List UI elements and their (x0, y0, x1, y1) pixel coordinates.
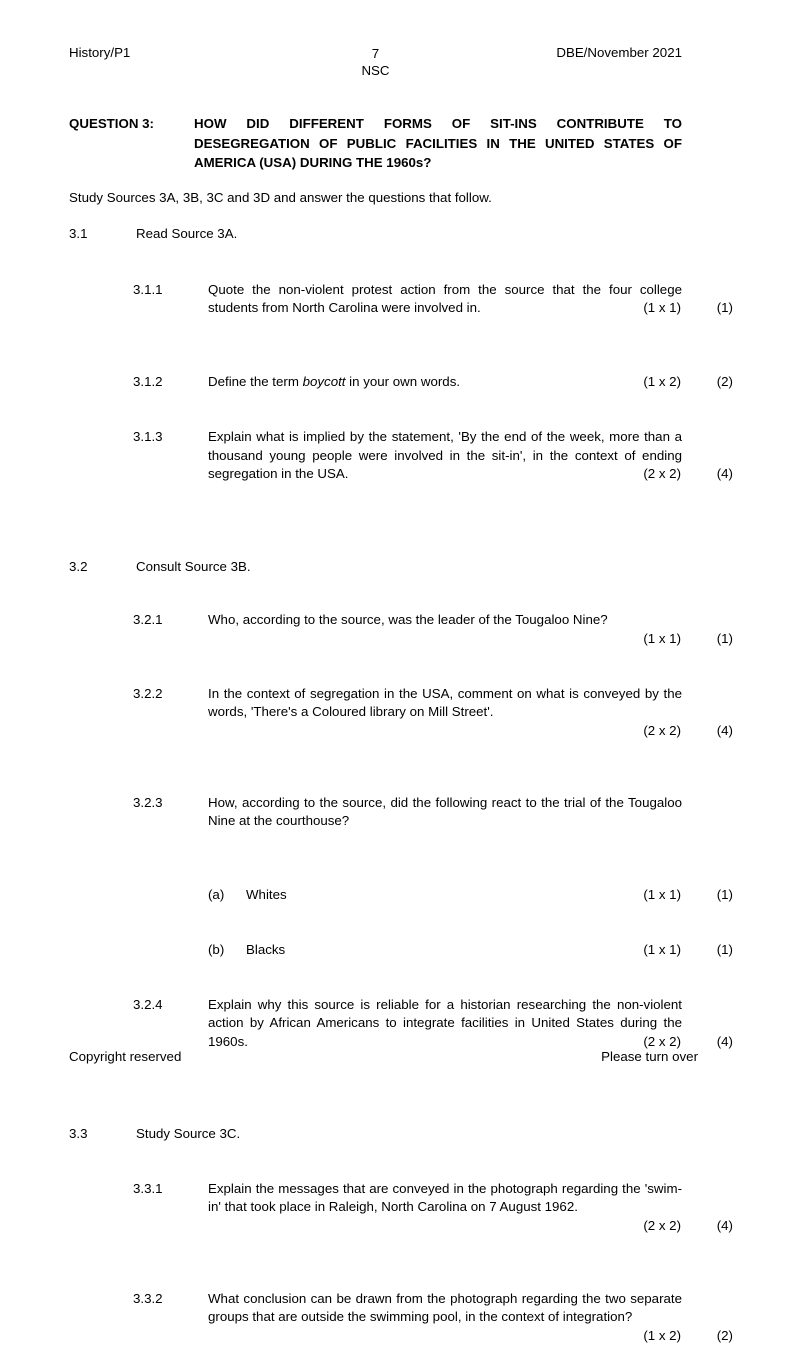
section-3-2-text: Consult Source 3B. (136, 559, 251, 574)
question-3-3-1-number: 3.3.1 (133, 1180, 203, 1199)
question-3-2-3-text: How, according to the source, did the following react to the trial of the Tougaloo Nine at the courthouse? (208, 794, 682, 831)
question-3-1-3 (69, 428, 733, 484)
question-3-2-3-b-total: (1) (69, 941, 733, 960)
question-3-1-3-marks: (2 x 2) (69, 465, 681, 484)
question-3-2-4-total: (4) (69, 1033, 733, 1052)
section-3-3-text: Study Source 3C. (136, 1126, 240, 1141)
page-header (69, 45, 682, 85)
question-3-2-2-total: (4) (69, 722, 733, 741)
question-3-1-2-marks: (1 x 2) (69, 373, 681, 392)
copyright-notice: Copyright reserved (69, 1049, 181, 1064)
question-3-2-1-number: 3.2.1 (133, 611, 203, 630)
question-title: HOW DID DIFFERENT FORMS OF SIT-INS CONTRIBUTE TO DESEGREGATION OF PUBLIC FACILITIES IN THE UNITED STATES OF AMERICA (USA) DURING THE 1960s? (194, 114, 682, 173)
question-3-1-2 (69, 373, 733, 392)
question-3-1-2-total: (2) (69, 373, 733, 392)
question-3-1-1-number: 3.1.1 (133, 281, 203, 300)
header-exam-session: DBE/November 2021 (556, 45, 682, 60)
section-3-3-number: 3.3 (69, 1125, 129, 1144)
question-3-2-1-total: (1) (69, 630, 733, 649)
question-3-3-2-total: (2) (69, 1327, 733, 1345)
question-3-1-1-total: (1) (69, 299, 733, 318)
question-3-2-1-text: Who, according to the source, was the leader of the Tougaloo Nine? (208, 611, 682, 630)
question-3-1-1 (69, 281, 733, 318)
section-3-2 (69, 558, 733, 577)
section-3-1 (69, 225, 733, 244)
question-3-2-4 (69, 996, 733, 1052)
question-3-2-3-a-total: (1) (69, 886, 733, 905)
question-3-1-2-text-after: in your own words. (345, 374, 460, 389)
question-3-3-2 (69, 1290, 733, 1327)
question-3-1-1-text: Quote the non-violent protest action from the source that the four college students from North Carolina were involved in. (208, 281, 682, 318)
question-3-2-3-number: 3.2.3 (133, 794, 203, 813)
question-3-2-1 (69, 611, 733, 630)
question-3-2-3-a-marks: (1 x 1) (69, 886, 681, 905)
exam-code: NSC (69, 62, 682, 79)
question-3-2-2-text: In the context of segregation in the USA, comment on what is conveyed by the words, 'There's a Coloured library on Mill Street'. (208, 685, 682, 722)
header-subject: History/P1 (69, 45, 130, 60)
page-number: 7 (69, 45, 682, 62)
question-3-2-4-number: 3.2.4 (133, 996, 203, 1015)
question-3-1-2-emphasis: boycott (303, 374, 346, 389)
question-3-3-2-number: 3.3.2 (133, 1290, 203, 1309)
question-3-1-3-total: (4) (69, 465, 733, 484)
question-3-2-2-number: 3.2.2 (133, 685, 203, 704)
question-3-1-3-number: 3.1.3 (133, 428, 203, 447)
question-3-1-2-text-before: Define the term (208, 374, 303, 389)
section-3-2-number: 3.2 (69, 558, 129, 577)
question-3-2-3-a-label: (a) (208, 886, 242, 905)
question-3-2-1-marks: (1 x 1) (69, 630, 681, 649)
question-3-2-2-marks: (2 x 2) (69, 722, 681, 741)
turn-over-notice: Please turn over (601, 1049, 698, 1064)
question-heading (69, 114, 682, 173)
question-3-2-3-b (69, 941, 733, 960)
question-3-3-1-text: Explain the messages that are conveyed in the photograph regarding the 'swim-in' that took place in Raleigh, North Carolina on 7 August 1962. (208, 1180, 682, 1217)
question-3-3-1 (69, 1180, 733, 1217)
question-3-3-2-marks: (1 x 2) (69, 1327, 681, 1345)
question-3-1-2-number: 3.1.2 (133, 373, 203, 392)
question-3-1-1-marks: (1 x 1) (69, 299, 681, 318)
section-3-1-text: Read Source 3A. (136, 226, 237, 241)
question-3-2-2 (69, 685, 733, 722)
question-3-2-4-marks: (2 x 2) (69, 1033, 681, 1052)
question-3-2-3-b-marks: (1 x 1) (69, 941, 681, 960)
question-3-2-3-b-label: (b) (208, 941, 242, 960)
question-3-2-3 (69, 794, 733, 831)
section-3-1-number: 3.1 (69, 225, 129, 244)
question-3-3-1-total: (4) (69, 1217, 733, 1236)
question-3-2-3-a (69, 886, 733, 905)
question-3-3-1-marks: (2 x 2) (69, 1217, 681, 1236)
question-3-2-3-b-text: Blacks (246, 942, 285, 957)
question-3-2-3-a-text: Whites (246, 887, 287, 902)
question-3-1-3-text: Explain what is implied by the statement, 'By the end of the week, more than a thousand young people were involved in the sit-in', in the context of ending segregation in the USA. (208, 428, 682, 484)
study-sources-instruction: Study Sources 3A, 3B, 3C and 3D and answer the questions that follow. (69, 189, 682, 207)
question-3-3-2-text: What conclusion can be drawn from the photograph regarding the two separate groups that are outside the swimming pool, in the context of integration? (208, 1290, 682, 1327)
section-3-3 (69, 1125, 733, 1144)
question-3-2-4-text: Explain why this source is reliable for a historian researching the non-violent action by African Americans to integrate facilities in United States during the 1960s. (208, 996, 682, 1052)
question-label: QUESTION 3: (69, 114, 154, 134)
